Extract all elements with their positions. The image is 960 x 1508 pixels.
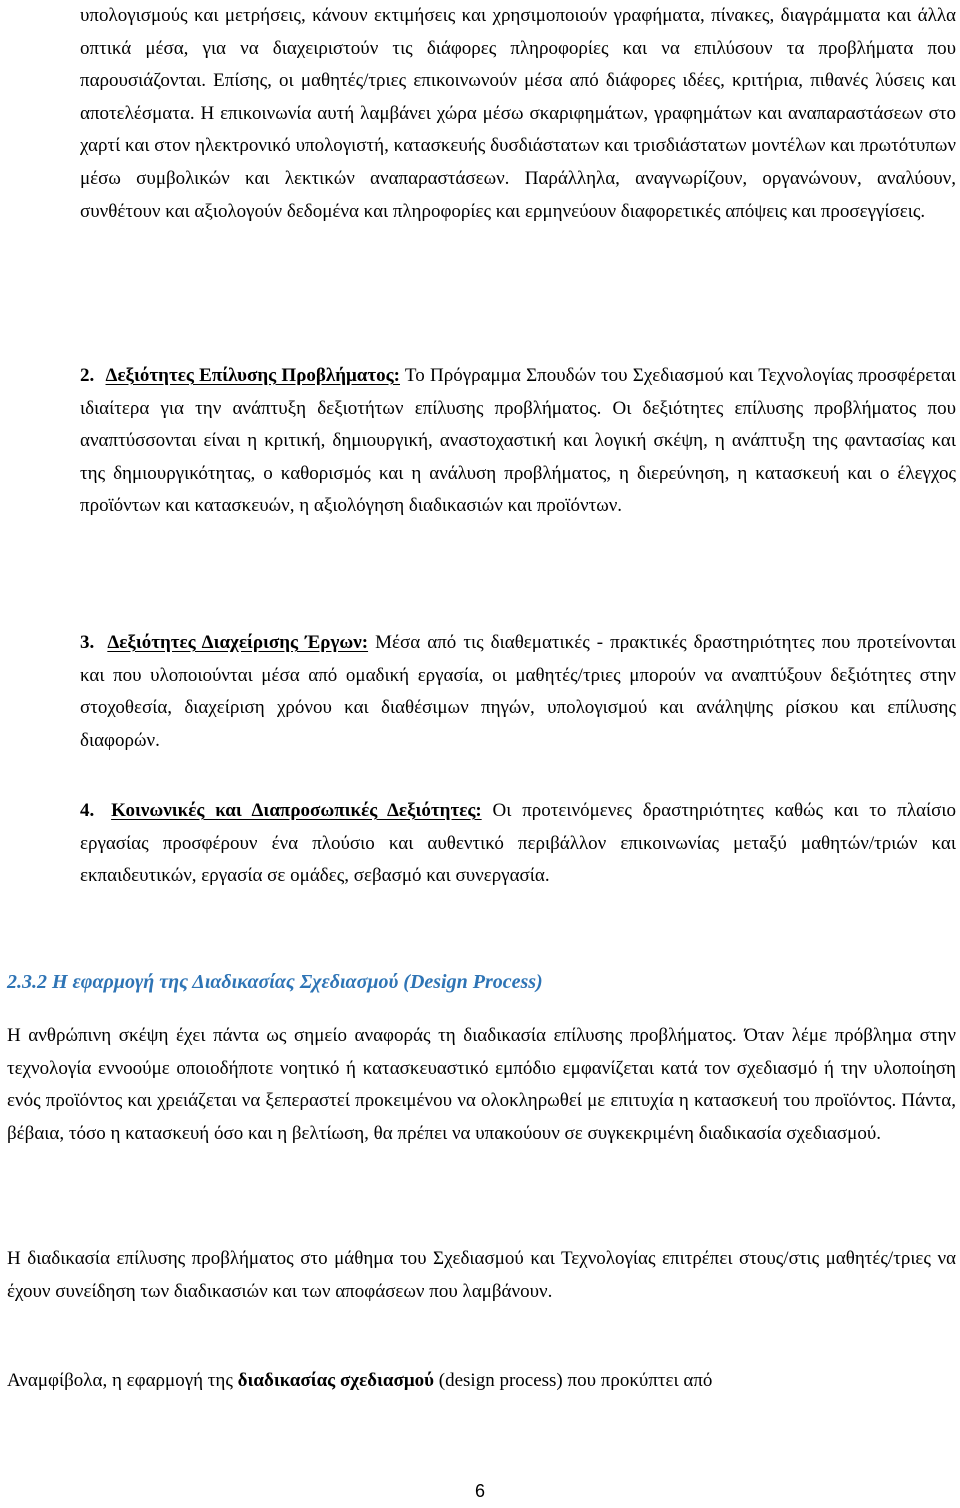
list-number: 2. <box>80 365 95 386</box>
list-term: Κοινωνικές και Διαπροσωπικές Δεξιότητες: <box>111 800 482 821</box>
body-paragraph-3 <box>7 1365 956 1398</box>
list-term: Δεξιότητες Επίλυσης Προβλήματος: <box>105 365 400 386</box>
section-heading: 2.3.2 Η εφαρμογή της Διαδικασίας Σχεδιασμού (Design Process) <box>7 971 543 993</box>
intro-paragraph: υπολογισμούς και μετρήσεις, κάνουν εκτιμήσεις και χρησιμοποιούν γραφήματα, πίνακες, διαγράμματα και άλλα οπτικά μέσα, για να διαχειριστούν τις διάφορες πληροφορίες και να επιλύσουν τα προβλήματα που παρουσιάζονται. Επίσης, οι μαθητές/τριες επικοινωνούν μέσα από διάφορες ιδέες, κριτήρια, πιθανές λύσεις και αποτελέσματα. Η επικοινωνία αυτή λαμβάνει χώρα μέσω σκαριφημάτων, γραφημάτων και αναπαραστάσεων στο χαρτί και στον ηλεκτρονικό υπολογιστή, κατασκευής δυσδιάστατων και τρισδιάστατων μοντέλων και πρωτότυπων μέσω συμβολικών και λεκτικών αναπαραστάσεων. Παράλληλα, αναγνωρίζουν, οργανώνουν, αναλύουν, συνθέτουν και αξιολογούν δεδομένα και πληροφορίες και ερμηνεύουν διαφορετικές απόψεις και προσεγγίσεις. <box>80 5 956 222</box>
list-term: Δεξιότητες Διαχείρισης Έργων: <box>107 632 369 653</box>
paragraph-text: (design process) που προκύπτει από <box>434 1370 713 1391</box>
paragraph-text: Αναμφίβολα, η εφαρμογή της <box>7 1370 238 1391</box>
list-item-problem-solving <box>80 360 956 523</box>
list-number: 4. <box>80 800 95 821</box>
list-text: Μέσα από τις διαθεματικές - πρακτικές δραστηριότητες που προτείνονται και που υλοποιούνται μέσα από ομαδική εργασία, οι μαθητές/τριες μπορούν να αναπτύξουν δεξιότητες στην στοχοθεσία, διαχείριση χρόνου και διαθέσιμων πηγών, υπολογισμού και ανάληψης ρίσκου και επίλυσης διαφορών. <box>80 632 956 751</box>
body-paragraph-2: Η διαδικασία επίλυσης προβλήματος στο μάθημα του Σχεδιασμού και Τεχνολογίας επιτρέπει στους/στις μαθητές/τριες να έχουν συνείδηση των διαδικασιών και των αποφάσεων που λαμβάνουν. <box>7 1248 956 1302</box>
list-number: 3. <box>80 632 95 653</box>
list-text: Οι προτεινόμενες δραστηριότητες καθώς και το πλαίσιο εργασίας προσφέρουν ένα πλούσιο και αυθεντικό περιβάλλον επικοινωνίας μεταξύ μαθητών/τριών και εκπαιδευτικών, εργασία σε ομάδες, σεβασμό και συνεργασία. <box>80 800 956 887</box>
list-item-project-management <box>80 627 956 757</box>
emphasis-text: διαδικασίας σχεδιασμού <box>237 1370 435 1391</box>
body-paragraph-1: Η ανθρώπινη σκέψη έχει πάντα ως σημείο αναφοράς τη διαδικασία επίλυσης προβλήματος. Όταν λέμε πρόβλημα στην τεχνολογία εννοούμε οποιοδήποτε νοητικό ή κατασκευαστικό εμπόδιο εμφανίζεται κατά τον σχεδιασμό ή την υλοποίηση ενός προϊόντος και χρειάζεται να ξεπεραστεί προκειμένου να ολοκληρωθεί με επιτυχία η κατασκευή του προϊόντος. Πάντα, βέβαια, τόσο η κατασκευή όσο και η βελτίωση, θα πρέπει να υπακούουν σε συγκεκριμένη διαδικασία σχεδιασμού. <box>7 1025 956 1144</box>
page-number: 6 <box>474 1481 485 1501</box>
list-item-social-skills <box>80 795 956 893</box>
list-text: Το Πρόγραμμα Σπουδών του Σχεδιασμού και Τεχνολογίας προσφέρεται ιδιαίτερα για την ανάπτυξη δεξιοτήτων επίλυσης προβλήματος. Οι δεξιότητες επίλυσης προβλήματος που αναπτύσσονται είναι η κριτική, δημιουργική, αναστοχαστική και λογική σκέψη, η ανάπτυξη της φαντασίας και της δημιουργικότητας, ο καθορισμός και η ανάλυση προβλήματος, η διερεύνηση, η κατασκευή και ο έλεγχος προϊόντων και κατασκευών, η αξιολόγηση διαδικασιών και προϊόντων. <box>80 365 956 517</box>
